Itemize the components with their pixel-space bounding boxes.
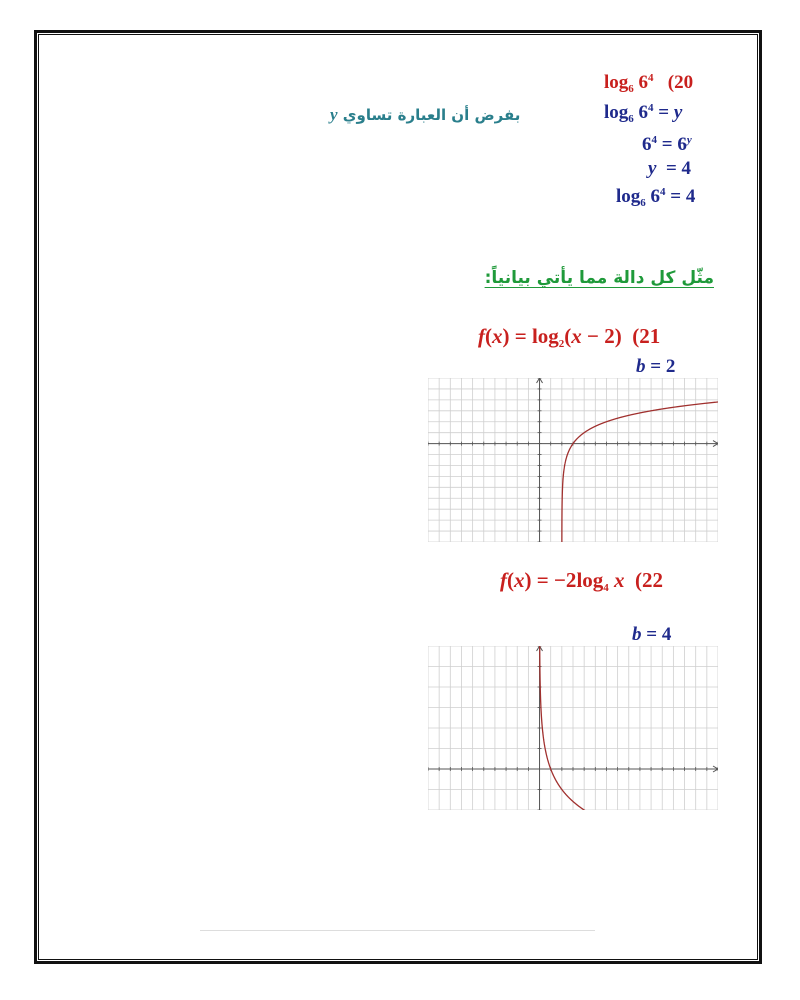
section-heading: مثّل كل دالة مما يأتي بيانياً: — [484, 268, 714, 288]
problem20-number: (20 — [667, 72, 694, 93]
problem22-b: b = 4 — [632, 624, 672, 645]
problem21-number: (21 — [632, 324, 661, 348]
footer-blank-area — [200, 930, 595, 961]
problem22-function: $f(x) = -2\log_4$ x (22 — [500, 568, 664, 594]
graph-neg2-log4-x — [428, 646, 718, 810]
problem20-line2: $\log_6 6^4 = y$ — [604, 102, 683, 125]
problem21-function: $f(x) = \log_2(x - 2)$ (21 — [478, 324, 661, 350]
problem20-line1: $\log_6 6^4$ (20 — [604, 72, 694, 95]
graph-log2-x-minus-2 — [428, 378, 718, 542]
problem20-line3: $6^4 = 6^y$ — [642, 134, 692, 155]
problem20-line4: y = 4 — [648, 158, 692, 179]
problem22-number: (22 — [635, 568, 664, 592]
problem21-b: b = 2 — [636, 356, 676, 377]
problem20-line5: $\log_6 6^4 = 4$ — [616, 186, 696, 209]
problem20-assumption: بفرض أن العبارة تساوي y — [330, 105, 521, 124]
